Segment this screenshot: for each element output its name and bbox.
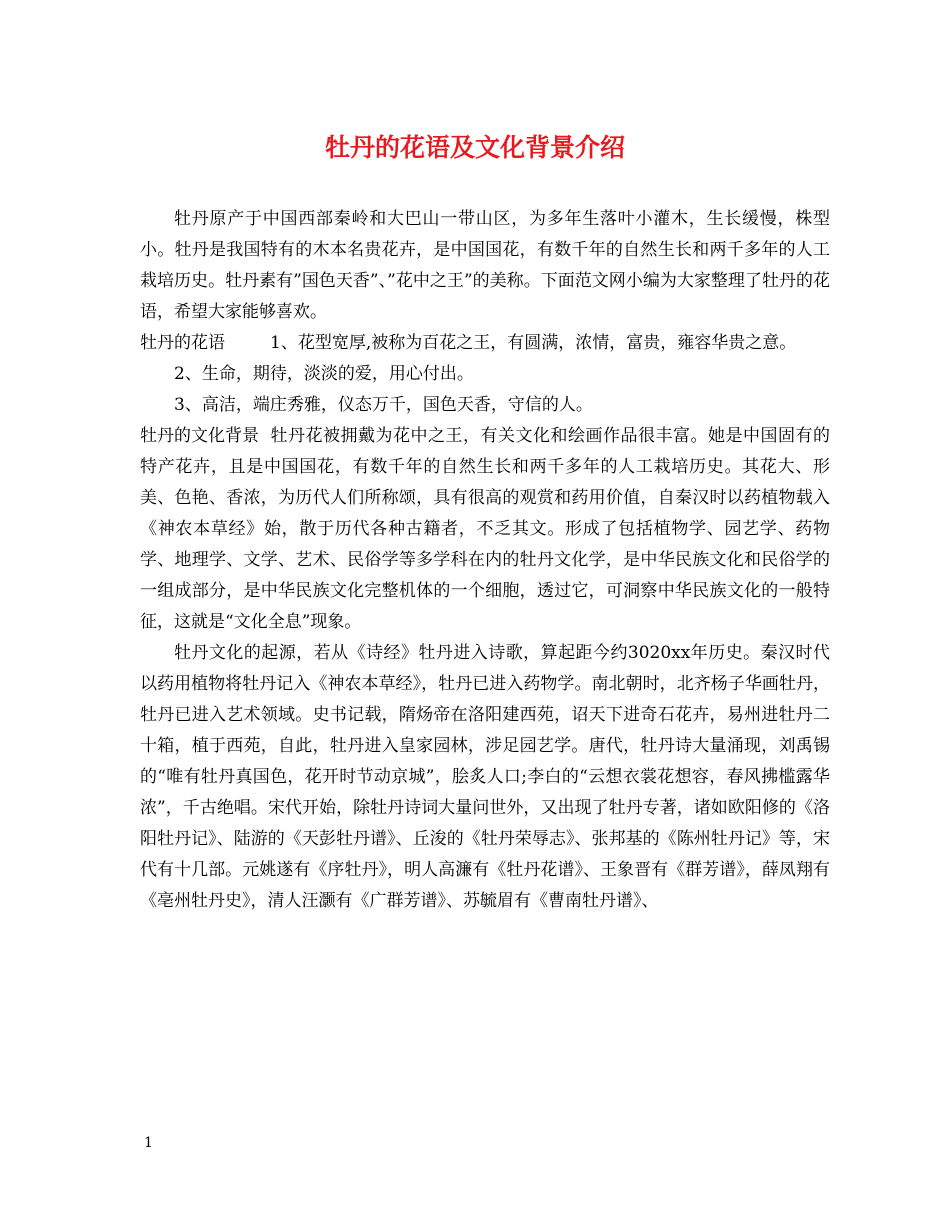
- flower-language-item-2: 2、生命，期待，淡淡的爱，用心付出。: [174, 364, 474, 384]
- culture-paragraph: [140, 421, 830, 638]
- page-title: 牡丹的花语及文化背景介绍: [324, 133, 625, 162]
- culture-text: 牡丹花被拥戴为花中之王，有关文化和绘画作品很丰富。她是中国固有的特产花卉，且是中国国花，有数千年的自然生长和两千多年的人工栽培历史。其花大、形美、色艳、香浓，为历代人们所称颂，具有很高的观赏和药用价值，自秦汉时以药植物载入《神农本草经》始，散于历代各种古籍者，不乏其文。形成了包括植物学、园艺学、药物学、地理学、文学、艺术、民俗学等多学科在内的牡丹文化学，是中华民族文化和民俗学的一组成部分，是中华民族文化完整机体的一个细胞，透过它，可洞察中华民族文化的一般特征，这就是“文化全息”现象。: [140, 426, 830, 632]
- document-body: [140, 204, 830, 917]
- page-number: 1: [144, 1135, 153, 1151]
- culture-origin-paragraph: 牡丹文化的起源，若从《诗经》牡丹进入诗歌，算起距今约3020xx年历史。秦汉时代以药用植物将牡丹记入《神农本草经》，牡丹已进入药物学。南北朝时，北齐杨子华画牡丹，牡丹已进入艺术领域。史书记载，隋炀帝在洛阳建西苑，诏天下进奇石花卉，易州进牡丹二十箱，植于西苑，自此，牡丹进入皇家园林，涉足园艺学。唐代，牡丹诗大量涌现，刘禹锡的“唯有牡丹真国色，花开时节动京城”，脍炙人口;李白的“云想衣裳花想容，春风拂槛露华浓”，千古绝唱。宋代开始，除牡丹诗词大量问世外，又出现了牡丹专著，诸如欧阳修的《洛阳牡丹记》、陆游的《天彭牡丹谱》、丘浚的《牡丹荣辱志》、张邦基的《陈州牡丹记》等，宋代有十几部。元姚遂有《序牡丹》，明人高濂有《牡丹花谱》、王象晋有《群芳谱》，薛凤翔有《亳州牡丹史》，清人汪灏有《广群芳谱》、苏毓眉有《曹南牡丹谱》、: [140, 643, 830, 911]
- flower-language-item-3: 3、高洁，端庄秀雅，仪态万千，国色天香，守信的人。: [174, 395, 593, 415]
- flower-language-label: 牡丹的花语: [140, 333, 225, 353]
- flower-language-paragraph: [140, 328, 830, 359]
- flower-language-item-1: 1、花型宽厚,被称为百花之王，有圆满，浓情，富贵，雍容华贵之意。: [270, 333, 797, 353]
- culture-label: 牡丹的文化背景: [140, 426, 259, 446]
- intro-paragraph: 牡丹原产于中国西部秦岭和大巴山一带山区，为多年生落叶小灌木，生长缓慢，株型小。牡丹是我国特有的木本名贵花卉，是中国国花，有数千年的自然生长和两千多年的人工栽培历史。牡丹素有”国色天香”、”花中之王”的美称。下面范文网小编为大家整理了牡丹的花语，希望大家能够喜欢。: [140, 209, 830, 322]
